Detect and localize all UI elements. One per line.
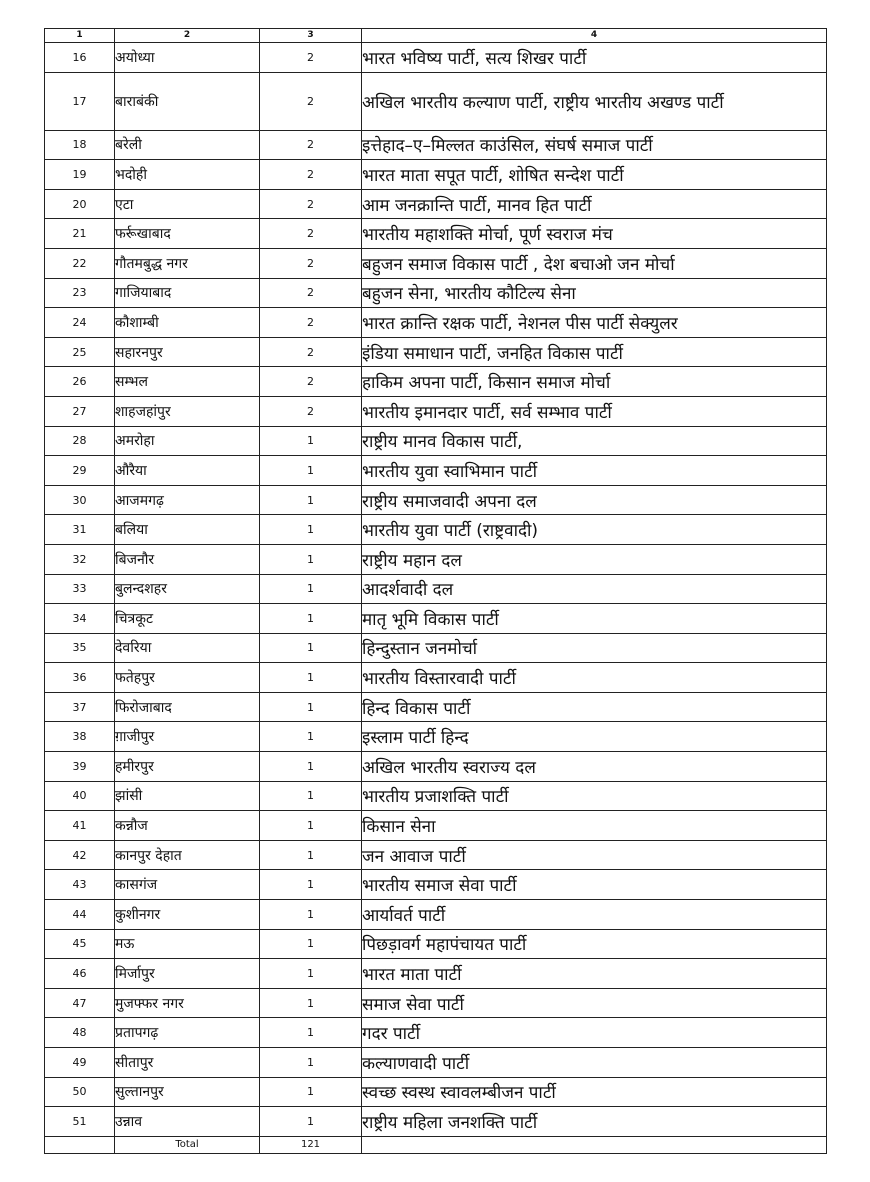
party-count-cell: 2: [260, 396, 362, 426]
serial-number-cell: 42: [45, 840, 115, 870]
party-count-cell: 2: [260, 43, 362, 73]
district-cell: कासगंज: [115, 870, 260, 900]
party-count-cell: 1: [260, 959, 362, 989]
header-col-4: 4: [362, 29, 827, 43]
district-cell: सीतापुर: [115, 1048, 260, 1078]
serial-number-cell: 50: [45, 1077, 115, 1107]
party-count-cell: 1: [260, 988, 362, 1018]
district-cell: कानपुर देहात: [115, 840, 260, 870]
district-cell: बरेली: [115, 130, 260, 160]
district-cell: अयोध्या: [115, 43, 260, 73]
party-count-cell: 1: [260, 929, 362, 959]
table-row: [45, 929, 827, 959]
party-count-cell: 2: [260, 160, 362, 190]
party-names-cell: इंडिया समाधान पार्टी, जनहित विकास पार्टी: [362, 337, 827, 367]
party-count-cell: 1: [260, 752, 362, 782]
table-row: [45, 456, 827, 486]
party-names-cell: भारतीय इमानदार पार्टी, सर्व सम्भाव पार्टी: [362, 396, 827, 426]
table-row: [45, 544, 827, 574]
party-names-cell: स्वच्छ स्वस्थ स्वावलम्बीजन पार्टी: [362, 1077, 827, 1107]
party-names-cell: भारतीय विस्तारवादी पार्टी: [362, 663, 827, 693]
district-cell: उन्नाव: [115, 1107, 260, 1137]
party-names-cell: इस्लाम पार्टी हिन्द: [362, 722, 827, 752]
table-row: [45, 308, 827, 338]
table-row: [45, 248, 827, 278]
district-cell: सहारनपुर: [115, 337, 260, 367]
serial-number-cell: 40: [45, 781, 115, 811]
party-names-cell: हिन्दुस्तान जनमोर्चा: [362, 633, 827, 663]
party-count-cell: 1: [260, 485, 362, 515]
serial-number-cell: 26: [45, 367, 115, 397]
party-names-cell: राष्ट्रीय समाजवादी अपना दल: [362, 485, 827, 515]
table-row: [45, 870, 827, 900]
header-row: [45, 29, 827, 43]
party-count-cell: 1: [260, 574, 362, 604]
table-row: [45, 1107, 827, 1137]
party-names-cell: आर्यावर्त पार्टी: [362, 900, 827, 930]
serial-number-cell: 21: [45, 219, 115, 249]
total-sn-cell: [45, 1136, 115, 1153]
party-names-cell: भारतीय युवा स्वाभिमान पार्टी: [362, 456, 827, 486]
district-cell: झांसी: [115, 781, 260, 811]
party-count-cell: 2: [260, 278, 362, 308]
party-count-cell: 1: [260, 692, 362, 722]
district-cell: फिरोजाबाद: [115, 692, 260, 722]
district-cell: फतेहपुर: [115, 663, 260, 693]
table-row: [45, 633, 827, 663]
serial-number-cell: 41: [45, 811, 115, 841]
party-count-cell: 1: [260, 663, 362, 693]
table-row: [45, 189, 827, 219]
table-row: [45, 367, 827, 397]
district-cell: शाहजहांपुर: [115, 396, 260, 426]
party-count-cell: 1: [260, 515, 362, 545]
serial-number-cell: 38: [45, 722, 115, 752]
party-names-cell: इत्तेहाद–ए–मिल्लत काउंसिल, संघर्ष समाज पार्टी: [362, 130, 827, 160]
table-row: [45, 219, 827, 249]
serial-number-cell: 35: [45, 633, 115, 663]
party-count-cell: 1: [260, 900, 362, 930]
table-row: [45, 485, 827, 515]
table-row: [45, 988, 827, 1018]
party-count-cell: 2: [260, 130, 362, 160]
serial-number-cell: 39: [45, 752, 115, 782]
district-cell: सुल्तानपुर: [115, 1077, 260, 1107]
district-cell: बलिया: [115, 515, 260, 545]
district-cell: एटा: [115, 189, 260, 219]
table-row: [45, 278, 827, 308]
party-names-cell: भारत क्रान्ति रक्षक पार्टी, नेशनल पीस पार्टी सेक्युलर: [362, 308, 827, 338]
table-row: [45, 811, 827, 841]
district-cell: मिर्जापुर: [115, 959, 260, 989]
serial-number-cell: 25: [45, 337, 115, 367]
district-cell: मऊ: [115, 929, 260, 959]
party-names-cell: राष्ट्रीय महिला जनशक्ति पार्टी: [362, 1107, 827, 1137]
district-cell: कुशीनगर: [115, 900, 260, 930]
serial-number-cell: 48: [45, 1018, 115, 1048]
serial-number-cell: 43: [45, 870, 115, 900]
header-col-3: 3: [260, 29, 362, 43]
district-cell: सम्भल: [115, 367, 260, 397]
party-names-cell: अखिल भारतीय स्वराज्य दल: [362, 752, 827, 782]
table-row: [45, 959, 827, 989]
party-names-cell: जन आवाज पार्टी: [362, 840, 827, 870]
total-empty-cell: [362, 1136, 827, 1153]
serial-number-cell: 20: [45, 189, 115, 219]
table-row: [45, 840, 827, 870]
table-row: [45, 1048, 827, 1078]
party-names-cell: भारत माता पार्टी: [362, 959, 827, 989]
party-names-cell: भारतीय युवा पार्टी (राष्ट्रवादी): [362, 515, 827, 545]
party-count-cell: 1: [260, 456, 362, 486]
party-names-cell: भारत भविष्य पार्टी, सत्य शिखर पार्टी: [362, 43, 827, 73]
district-cell: मुजफ्फर नगर: [115, 988, 260, 1018]
party-count-cell: 1: [260, 1048, 362, 1078]
party-count-cell: 1: [260, 544, 362, 574]
header-col-2: 2: [115, 29, 260, 43]
party-count-cell: 1: [260, 1077, 362, 1107]
table-row: [45, 781, 827, 811]
serial-number-cell: 37: [45, 692, 115, 722]
serial-number-cell: 23: [45, 278, 115, 308]
total-count: 121: [260, 1136, 362, 1153]
district-cell: कन्नौज: [115, 811, 260, 841]
total-row: [45, 1136, 827, 1153]
party-count-cell: 1: [260, 870, 362, 900]
table-row: [45, 160, 827, 190]
party-names-cell: किसान सेना: [362, 811, 827, 841]
party-count-cell: 2: [260, 189, 362, 219]
serial-number-cell: 45: [45, 929, 115, 959]
table-row: [45, 604, 827, 634]
party-count-cell: 1: [260, 1018, 362, 1048]
party-names-cell: भारतीय प्रजाशक्ति पार्टी: [362, 781, 827, 811]
table-row: [45, 130, 827, 160]
serial-number-cell: 31: [45, 515, 115, 545]
total-label: Total: [115, 1136, 260, 1153]
party-count-cell: 1: [260, 426, 362, 456]
party-names-cell: हाकिम अपना पार्टी, किसान समाज मोर्चा: [362, 367, 827, 397]
serial-number-cell: 30: [45, 485, 115, 515]
party-names-cell: पिछड़ावर्ग महापंचायत पार्टी: [362, 929, 827, 959]
table-row: [45, 426, 827, 456]
district-cell: हमीरपुर: [115, 752, 260, 782]
table-row: [45, 396, 827, 426]
serial-number-cell: 29: [45, 456, 115, 486]
district-cell: प्रतापगढ़: [115, 1018, 260, 1048]
district-cell: औरैया: [115, 456, 260, 486]
party-names-cell: बहुजन समाज विकास पार्टी , देश बचाओ जन मोर्चा: [362, 248, 827, 278]
party-count-cell: 1: [260, 1107, 362, 1137]
party-count-cell: 2: [260, 308, 362, 338]
district-cell: गौतमबुद्ध नगर: [115, 248, 260, 278]
party-names-cell: भारत माता सपूत पार्टी, शोषित सन्देश पार्टी: [362, 160, 827, 190]
party-names-cell: गदर पार्टी: [362, 1018, 827, 1048]
serial-number-cell: 44: [45, 900, 115, 930]
party-count-cell: 1: [260, 604, 362, 634]
party-names-cell: हिन्द विकास पार्टी: [362, 692, 827, 722]
party-names-cell: राष्ट्रीय मानव विकास पार्टी,: [362, 426, 827, 456]
party-count-cell: 1: [260, 633, 362, 663]
table-row: [45, 72, 827, 130]
serial-number-cell: 46: [45, 959, 115, 989]
serial-number-cell: 16: [45, 43, 115, 73]
serial-number-cell: 49: [45, 1048, 115, 1078]
table-row: [45, 1018, 827, 1048]
district-cell: गाजियाबाद: [115, 278, 260, 308]
district-cell: कौशाम्बी: [115, 308, 260, 338]
table-row: [45, 900, 827, 930]
table-row: [45, 574, 827, 604]
serial-number-cell: 32: [45, 544, 115, 574]
party-allocation-table: [44, 28, 827, 1154]
party-count-cell: 2: [260, 337, 362, 367]
serial-number-cell: 22: [45, 248, 115, 278]
serial-number-cell: 34: [45, 604, 115, 634]
district-cell: फर्रूखाबाद: [115, 219, 260, 249]
district-cell: चित्रकूट: [115, 604, 260, 634]
party-names-cell: आदर्शवादी दल: [362, 574, 827, 604]
party-names-cell: मातृ भूमि विकास पार्टी: [362, 604, 827, 634]
table-row: [45, 337, 827, 367]
party-count-cell: 2: [260, 248, 362, 278]
serial-number-cell: 47: [45, 988, 115, 1018]
table-row: [45, 663, 827, 693]
table-row: [45, 692, 827, 722]
serial-number-cell: 19: [45, 160, 115, 190]
serial-number-cell: 17: [45, 72, 115, 130]
table-row: [45, 1077, 827, 1107]
party-names-cell: भारतीय समाज सेवा पार्टी: [362, 870, 827, 900]
party-names-cell: कल्याणवादी पार्टी: [362, 1048, 827, 1078]
table-row: [45, 722, 827, 752]
party-names-cell: राष्ट्रीय महान दल: [362, 544, 827, 574]
district-cell: बुलन्दशहर: [115, 574, 260, 604]
serial-number-cell: 18: [45, 130, 115, 160]
header-col-1: 1: [45, 29, 115, 43]
table-row: [45, 752, 827, 782]
district-cell: ग़ाजीपुर: [115, 722, 260, 752]
party-count-cell: 1: [260, 781, 362, 811]
serial-number-cell: 51: [45, 1107, 115, 1137]
party-names-cell: आम जनक्रान्ति पार्टी, मानव हित पार्टी: [362, 189, 827, 219]
party-names-cell: बहुजन सेना, भारतीय कौटिल्य सेना: [362, 278, 827, 308]
party-count-cell: 2: [260, 72, 362, 130]
party-count-cell: 1: [260, 840, 362, 870]
party-names-cell: समाज सेवा पार्टी: [362, 988, 827, 1018]
party-count-cell: 1: [260, 811, 362, 841]
party-count-cell: 2: [260, 219, 362, 249]
party-names-cell: भारतीय महाशक्ति मोर्चा, पूर्ण स्वराज मंच: [362, 219, 827, 249]
table-body: [45, 43, 827, 1137]
district-cell: बाराबंकी: [115, 72, 260, 130]
serial-number-cell: 36: [45, 663, 115, 693]
serial-number-cell: 27: [45, 396, 115, 426]
table-row: [45, 515, 827, 545]
district-cell: अमरोहा: [115, 426, 260, 456]
serial-number-cell: 28: [45, 426, 115, 456]
party-count-cell: 1: [260, 722, 362, 752]
serial-number-cell: 24: [45, 308, 115, 338]
party-count-cell: 2: [260, 367, 362, 397]
district-cell: बिजनौर: [115, 544, 260, 574]
party-names-cell: अखिल भारतीय कल्याण पार्टी, राष्ट्रीय भारतीय अखण्ड पार्टी: [362, 72, 827, 130]
table-row: [45, 43, 827, 73]
serial-number-cell: 33: [45, 574, 115, 604]
district-cell: भदोही: [115, 160, 260, 190]
district-cell: देवरिया: [115, 633, 260, 663]
district-cell: आजमगढ़: [115, 485, 260, 515]
